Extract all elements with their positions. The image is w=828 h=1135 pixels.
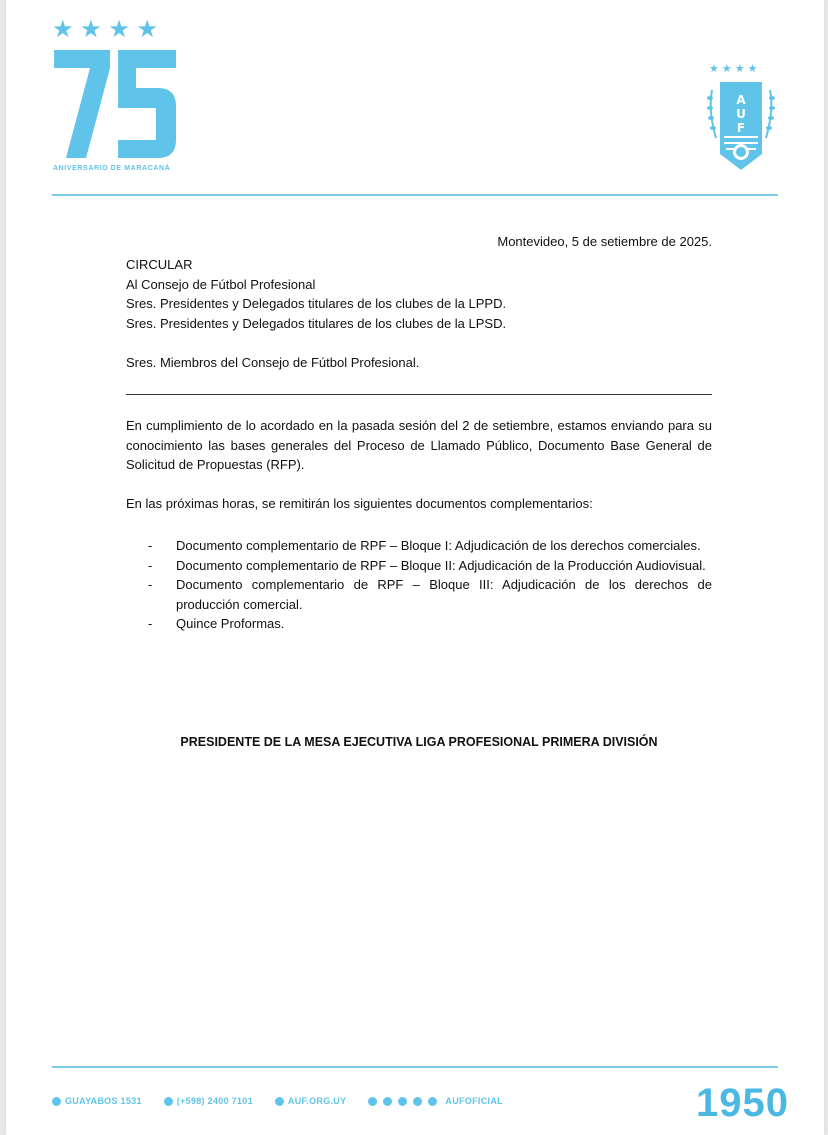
- seventy-five-logo: [52, 48, 180, 160]
- social-icons: [368, 1097, 441, 1106]
- recipient-line: Al Consejo de Fútbol Profesional: [126, 276, 316, 292]
- header-divider: [52, 194, 778, 196]
- social-handle[interactable]: AUFOFICIAL: [445, 1096, 503, 1106]
- footer-divider: [52, 1066, 778, 1068]
- body-divider: [126, 394, 712, 395]
- footer-contacts: [52, 1096, 525, 1106]
- list-item-text: Documento complementario de RPF – Bloque I: Adjudicación de los derechos comerciales.: [176, 538, 701, 553]
- phone-text: (+598) 2400 7101: [176, 1096, 253, 1106]
- list-item-text: Quince Proformas.: [176, 616, 285, 631]
- website-link[interactable]: AUF.ORG.UY: [287, 1096, 347, 1106]
- address-text: GUAYABOS 1531: [65, 1096, 142, 1106]
- svg-text:★★★★: ★★★★: [709, 62, 761, 75]
- facebook-icon[interactable]: [368, 1097, 377, 1106]
- list-item: [148, 536, 712, 556]
- list-item-text: Documento complementario de RPF – Bloque II: Adjudicación de la Producción Audiovisual.: [176, 557, 706, 573]
- recipient-line: Sres. Presidentes y Delegados titulares de los clubes de la LPSD.: [126, 315, 507, 331]
- anniversary-logo: [52, 18, 182, 178]
- members-line: Sres. Miembros del Consejo de Fútbol Profesional.: [126, 355, 420, 370]
- letter-date: Montevideo, 5 de setiembre de 2025.: [497, 234, 712, 249]
- recipients-block: [126, 255, 506, 333]
- bullet-dash: -: [148, 616, 153, 631]
- bullet-dash: -: [148, 557, 153, 573]
- instagram-icon[interactable]: [398, 1097, 407, 1106]
- bullet-dash: -: [148, 577, 153, 592]
- year-1950-logo: 1950: [696, 1081, 789, 1125]
- list-item-text: Documento complementario de RPF – Bloque III: Adjudicación de los derechos de producción comercial.: [176, 577, 712, 612]
- globe-icon: [275, 1097, 284, 1106]
- footer-social[interactable]: [368, 1096, 503, 1106]
- svg-text:U: U: [736, 107, 746, 121]
- letter-page: [6, 0, 824, 1135]
- footer-website[interactable]: [275, 1096, 347, 1106]
- twitter-icon[interactable]: [383, 1097, 392, 1106]
- list-item: [148, 556, 712, 576]
- footer-phone: [164, 1096, 253, 1106]
- signature-title: PRESIDENTE DE LA MESA EJECUTIVA LIGA PROFESIONAL PRIMERA DIVISIÓN: [180, 735, 658, 749]
- svg-text:A: A: [736, 93, 746, 107]
- recipient-line: CIRCULAR: [126, 257, 193, 272]
- tiktok-icon[interactable]: [428, 1097, 437, 1106]
- auf-crest-logo: [706, 60, 776, 178]
- youtube-icon[interactable]: [413, 1097, 422, 1106]
- bullet-dash: -: [148, 538, 153, 553]
- stars-icon: ★ ★ ★ ★: [52, 16, 159, 43]
- phone-icon: [164, 1097, 173, 1106]
- location-icon: [52, 1097, 61, 1106]
- documents-list: [148, 536, 712, 634]
- list-item: [148, 575, 712, 614]
- recipient-line: Sres. Presidentes y Delegados titulares de los clubes de la LPPD.: [126, 296, 507, 311]
- paragraph-documents: En las próximas horas, se remitirán los siguientes documentos complementarios:: [126, 496, 593, 511]
- paragraph-intro: En cumplimiento de lo acordado en la pasada sesión del 2 de setiembre, estamos enviando para su conocimiento las bases generales del Proceso de Llamado Público, Documento Base General de Solicitud de Propuestas (RFP).: [126, 418, 712, 472]
- anniversary-text: ANIVERSARIO DE MARACANÁ: [53, 165, 171, 172]
- list-item: [148, 614, 712, 634]
- svg-text:F: F: [736, 121, 746, 135]
- footer-address: [52, 1096, 142, 1106]
